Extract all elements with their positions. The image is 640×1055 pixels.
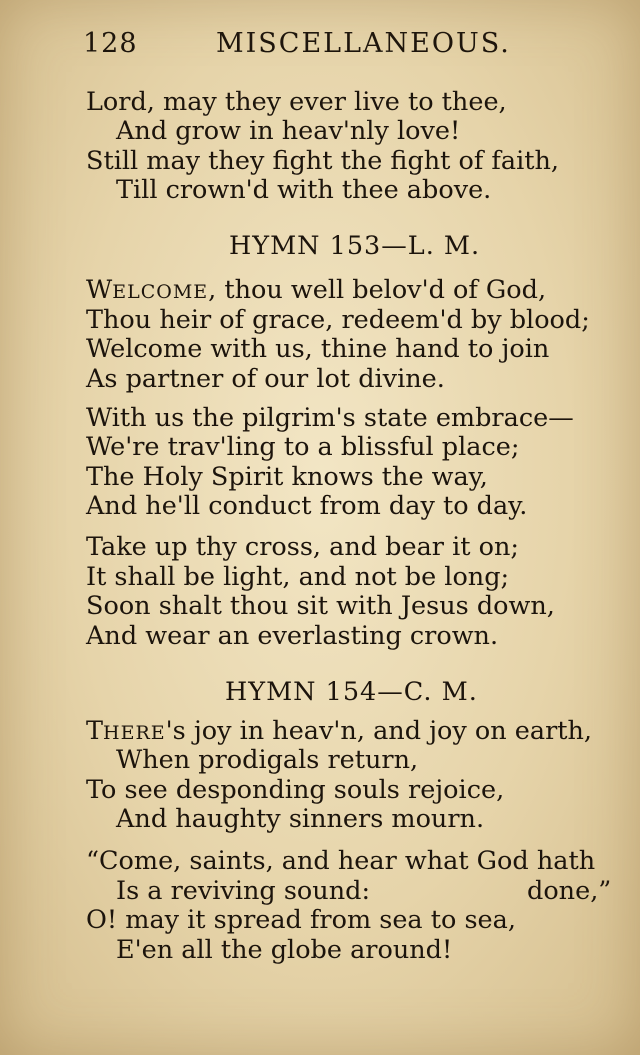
verse-line: Till crown'd with thee above.	[116, 175, 492, 205]
verse-line: As partner of our lot divine.	[86, 364, 445, 394]
hymn-154-heading: HYMN 154—C. M.	[225, 677, 478, 707]
verse-line: Still may they fight the fight of faith,	[86, 146, 560, 176]
verse-line: The Holy Spirit knows the way,	[86, 462, 488, 492]
verse-line: Welcome with us, thine hand to join	[86, 334, 550, 364]
verse-line: O! may it spread from sea to sea,	[86, 905, 516, 935]
verse-line: And wear an everlasting crown.	[86, 621, 499, 651]
verse-line: Thou heir of grace, redeem'd by blood;	[86, 305, 590, 335]
verse-line: And grow in heav'nly love!	[116, 116, 461, 146]
page-header	[0, 28, 640, 62]
drop-initial: W	[86, 275, 113, 305]
verse-line: And he'll conduct from day to day.	[86, 491, 528, 521]
verse-line: Soon shalt thou sit with Jesus down,	[86, 591, 555, 621]
verse-line: Lord, may they ever live to thee,	[86, 87, 507, 117]
verse-line: It shall be light, and not be long;	[86, 562, 510, 592]
drop-initial: T	[86, 716, 104, 746]
verse-line	[86, 275, 546, 307]
verse-line: E'en all the globe around!	[116, 935, 453, 965]
verse-line: When prodigals return,	[116, 745, 419, 775]
verse-text: 's joy in heav'n, and joy on earth,	[165, 716, 593, 746]
verse-turnover: done,”	[527, 876, 612, 906]
verse-line: And haughty sinners mourn.	[116, 804, 485, 834]
small-caps-word: HERE	[103, 722, 166, 744]
hymn-153-heading: HYMN 153—L. M.	[229, 231, 481, 261]
small-caps-word: ELCOME	[112, 281, 209, 303]
verse-line	[86, 716, 592, 748]
verse-line: Take up thy cross, and bear it on;	[86, 532, 519, 562]
verse-line: With us the pilgrim's state embrace—	[86, 403, 574, 433]
verse-text: , thou well belov'd of God,	[208, 275, 547, 305]
page-number: 128	[83, 28, 138, 59]
running-title: MISCELLANEOUS.	[216, 28, 511, 59]
verse-line: Is a reviving sound:	[116, 876, 371, 906]
verse-line: We're trav'ling to a blissful place;	[86, 432, 520, 462]
verse-line: To see desponding souls rejoice,	[86, 775, 505, 805]
verse-line: “Come, saints, and hear what God hath	[86, 846, 596, 876]
